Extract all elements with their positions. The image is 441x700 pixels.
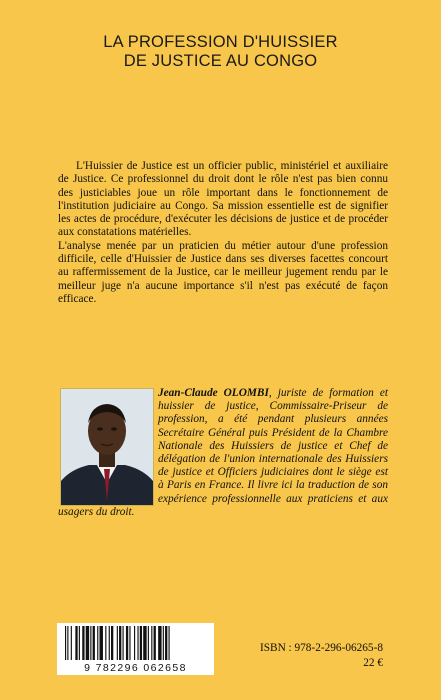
- book-title: [0, 33, 441, 71]
- barcode-bar: [151, 626, 152, 660]
- barcode-bar: [105, 626, 106, 660]
- barcode-bar: [75, 626, 77, 660]
- barcode-bar: [137, 626, 138, 660]
- barcode-bar: [93, 626, 95, 660]
- barcode-bar: [111, 626, 113, 660]
- barcode-bar: [119, 626, 121, 660]
- price: 22 €: [363, 657, 383, 669]
- barcode-bar: [126, 626, 128, 660]
- barcode-bar: [82, 626, 84, 660]
- barcode-bar: [163, 626, 164, 660]
- barcode-bar: [169, 626, 170, 660]
- barcode-bar: [129, 626, 130, 660]
- barcode-bar: [143, 626, 146, 660]
- barcode-bar: [97, 626, 98, 660]
- summary-paragraph: L'analyse menée par un praticien du métier autour d'une profession difficile, celle d'Huissier de Justice dans ses diverses facettes concourt au raffermissement de la Justice, car le meilleur jugement rendu par le meilleur juge n'a aucune importance s'il n'est pas exécuté de façon efficace.: [58, 239, 388, 305]
- barcode-bar: [140, 626, 142, 660]
- barcode-bar: [65, 626, 66, 660]
- barcode-bar: [117, 626, 118, 660]
- isbn-block: [260, 641, 383, 671]
- barcode: [57, 623, 214, 675]
- barcode-bar: [86, 626, 89, 660]
- summary-paragraph: L'Huissier de Justice est un officier public, ministériel et auxiliaire de Justice. Ce professionnel du droit dont le rôle n'est pas bien connu des justiciables joue un rôle important dans le fonctionnement de l'institution judiciaire au Congo. Sa mission essentielle est de signifier les actes de procédure, d'exécuter les décisions de justice et de procéder aux constatations matérielles.: [58, 160, 388, 239]
- barcode-bar: [79, 626, 80, 660]
- barcode-bar: [134, 626, 135, 660]
- title-line-1: LA PROFESSION D'HUISSIER: [103, 33, 338, 51]
- barcode-bar: [165, 626, 167, 660]
- barcode-bar: [71, 626, 72, 660]
- barcode-bar: [109, 626, 110, 660]
- barcode-bar: [123, 626, 124, 660]
- barcode-bars: [57, 623, 214, 661]
- author-biography: [58, 387, 388, 519]
- isbn-number: ISBN : 978-2-296-06265-8: [259, 642, 383, 654]
- author-name: Jean-Claude OLOMBI: [158, 387, 269, 399]
- barcode-bar: [154, 626, 156, 660]
- back-cover-summary: [58, 160, 388, 306]
- author-bio-text: , juriste de formation et huissier de justice, Commissaire-Priseur de profession, a été pendant plusieurs années Secrétaire Général puis Président de la Chambre Nationale des Huissiers de justice et Chef de délégation de l'union internationale des Huissiers de justice et Officiers judiciaires dont le siège est à Paris en France. Il livre ici la traduction de son expérience professionnelle aux praticiens et aux usagers du droit.: [58, 387, 389, 518]
- title-line-2: DE JUSTICE AU CONGO: [123, 52, 318, 70]
- barcode-bar: [90, 626, 91, 660]
- barcode-bar: [158, 626, 161, 660]
- barcode-bar: [100, 626, 103, 660]
- barcode-bar: [67, 626, 68, 660]
- barcode-number: 9 782296 062658: [84, 662, 187, 674]
- barcode-bar: [148, 626, 149, 660]
